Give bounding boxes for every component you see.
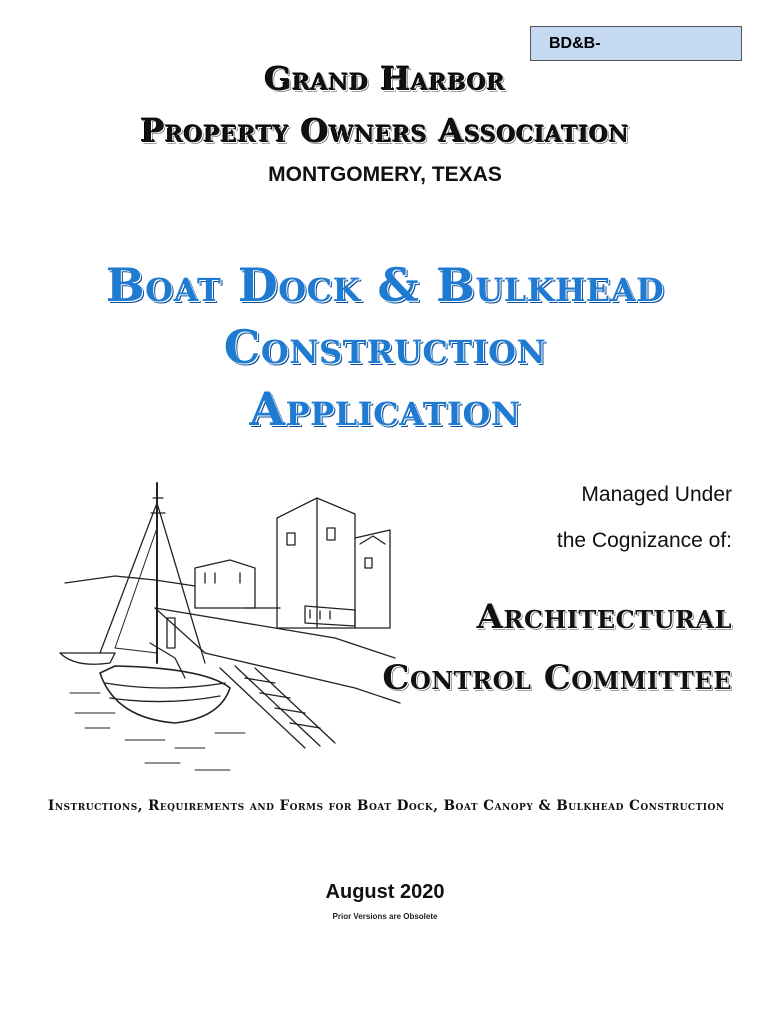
publication-date: August 2020 — [325, 881, 445, 903]
small-boat — [60, 653, 115, 664]
harbor-buildings — [195, 498, 390, 628]
managed-under-line2: the Cognizance of: — [556, 529, 732, 552]
org-location: MONTGOMERY, TEXAS — [268, 163, 502, 186]
harbor-sailboat-illustration — [55, 478, 405, 783]
sailboat — [100, 483, 230, 723]
title-line2: Construction — [223, 320, 547, 374]
shoreline — [65, 576, 195, 586]
org-name-line2: Property Owners Association — [140, 112, 630, 150]
managed-under-line1: Managed Under — [581, 483, 732, 506]
committee-line2: Control Committee — [382, 658, 732, 698]
version-note: Prior Versions are Obsolete — [332, 912, 438, 921]
quay — [155, 608, 400, 748]
committee-line1: Architectural — [476, 597, 732, 637]
water-ripples — [70, 693, 245, 770]
title-line1: Boat Dock & Bulkhead — [105, 258, 665, 312]
org-name-line1: Grand Harbor — [264, 60, 506, 98]
title-line3: Application — [249, 382, 521, 436]
form-id-label: BD&B- — [549, 35, 601, 52]
instructions-line: Instructions, Requirements and Forms for Boat Dock, Boat Canopy & Bulkhead Construction — [48, 798, 725, 814]
form-id-box — [530, 26, 742, 61]
